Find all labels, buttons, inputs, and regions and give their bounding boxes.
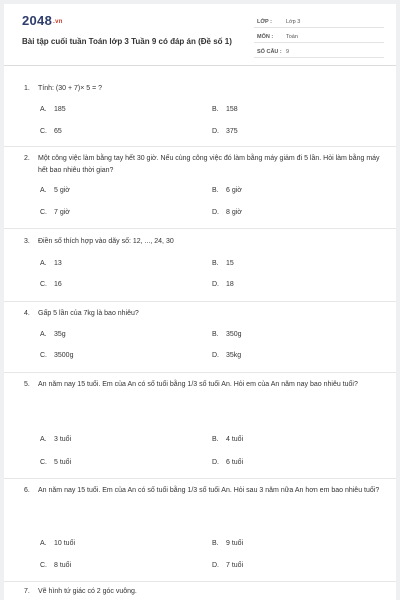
answer-option[interactable] [40,106,66,113]
divider [4,228,396,229]
worksheet-header [4,4,396,66]
option-text: 4 tuổi [226,436,244,443]
meta-value: 9 [286,49,290,55]
option-text: 7 giờ [54,209,70,216]
divider [4,372,396,373]
option-text: 6 tuổi [226,459,244,466]
logo-suffix: .vn [53,19,63,25]
option-label: A. [40,260,47,267]
option-text: 8 giờ [226,209,242,216]
option-label: D. [212,281,219,288]
option-text: 5 giờ [54,187,70,194]
question-number: 3. [24,238,30,245]
divider [4,301,396,302]
option-label: C. [40,128,47,135]
option-label: B. [212,260,219,267]
worksheet-page [4,4,396,600]
option-text: 65 [54,128,62,135]
option-label: C. [40,562,47,569]
option-label: B. [212,187,219,194]
option-text: 350g [226,331,242,338]
answer-option[interactable] [40,562,71,569]
answer-option[interactable] [40,281,62,288]
option-label: D. [212,352,219,359]
option-label: A. [40,187,47,194]
question-number: 2. [24,155,30,162]
answer-option[interactable] [212,106,238,113]
answer-option[interactable] [212,260,234,267]
option-text: 15 [226,260,234,267]
answer-option[interactable] [40,459,71,466]
option-label: D. [212,209,219,216]
meta-key: SỐ CÂU : [257,49,282,55]
option-label: C. [40,281,47,288]
answer-option[interactable] [40,352,73,359]
option-text: 8 tuổi [54,562,72,569]
question-number: 1. [24,85,30,92]
answer-option[interactable] [212,436,243,443]
answer-option[interactable] [40,128,62,135]
answer-option[interactable] [40,209,70,216]
option-text: 16 [54,281,62,288]
site-logo[interactable] [22,13,63,28]
answer-option[interactable] [212,187,242,194]
answer-option[interactable] [212,281,234,288]
answer-option[interactable] [212,540,243,547]
question-number: 6. [24,487,30,494]
answer-option[interactable] [40,260,62,267]
answer-option[interactable] [212,331,242,338]
question-text: Gấp 5 lần của 7kg là bao nhiêu? [38,310,139,317]
option-text: 3 tuổi [54,436,72,443]
option-label: D. [212,128,219,135]
option-text: 18 [226,281,234,288]
option-label: D. [212,459,219,466]
question-number: 7. [24,588,30,595]
question-text: Điền số thích hợp vào dãy số: 12, ..., 24, 30 [38,238,174,245]
option-label: A. [40,436,47,443]
question-text: Vẽ hình tứ giác có 2 góc vuông. [38,588,137,595]
answer-option[interactable] [40,331,66,338]
page-title: Bài tập cuối tuần Toán lớp 3 Tuần 9 có đáp án (Đề số 1) [22,37,232,46]
option-text: 7 tuổi [226,562,244,569]
meta-row-subject [254,31,384,43]
option-label: A. [40,540,47,547]
question-text: An năm nay 15 tuổi. Em của An có số tuổi bằng 1/3 số tuổi An. Hỏi em của An năm nay bao nhiêu tuổi? [38,381,358,388]
answer-option[interactable] [40,436,71,443]
option-label: B. [212,106,219,113]
answer-option[interactable] [212,459,243,466]
option-label: C. [40,459,47,466]
option-label: C. [40,352,47,359]
question-text: An năm nay 15 tuổi. Em của An có số tuổi bằng 1/3 số tuổi An. Hỏi sau 3 năm nữa An hơn em bao nhiêu tuổi? [38,487,380,494]
option-text: 10 tuổi [54,540,76,547]
option-text: 13 [54,260,62,267]
answer-option[interactable] [212,562,243,569]
meta-value: Lớp 3 [286,19,301,25]
question-text: Một công việc làm bằng tay hết 30 giờ. Nếu cùng công việc đó làm bằng máy giảm đi 5 lần. Hỏi làm bằng máy hết bao nhiêu thời gian? [38,155,380,174]
option-label: B. [212,436,219,443]
option-label: B. [212,331,219,338]
meta-key: MÔN : [257,34,274,40]
option-text: 35g [54,331,66,338]
meta-row-count [254,46,384,58]
option-text: 5 tuổi [54,459,72,466]
divider [4,146,396,147]
option-text: 9 tuổi [226,540,244,547]
option-text: 35kg [226,352,242,359]
answer-option[interactable] [212,352,241,359]
option-label: C. [40,209,47,216]
option-text: 185 [54,106,66,113]
question-number: 4. [24,310,30,317]
option-text: 6 giờ [226,187,242,194]
divider [4,581,396,582]
option-label: B. [212,540,219,547]
option-text: 375 [226,128,238,135]
meta-value: Toán [286,34,298,40]
question-text: Tính: (30 + 7)× 5 = ? [38,85,103,92]
divider [4,478,396,479]
answer-option[interactable] [212,128,238,135]
meta-row-class [254,16,384,28]
logo-text: 2048 [22,13,53,28]
option-label: A. [40,106,47,113]
option-label: A. [40,331,47,338]
option-text: 3500g [54,352,74,359]
answer-option[interactable] [212,209,242,216]
option-text: 158 [226,106,238,113]
option-label: D. [212,562,219,569]
answer-option[interactable] [40,540,75,547]
answer-option[interactable] [40,187,70,194]
question-number: 5. [24,381,30,388]
meta-key: LỚP : [257,19,272,25]
